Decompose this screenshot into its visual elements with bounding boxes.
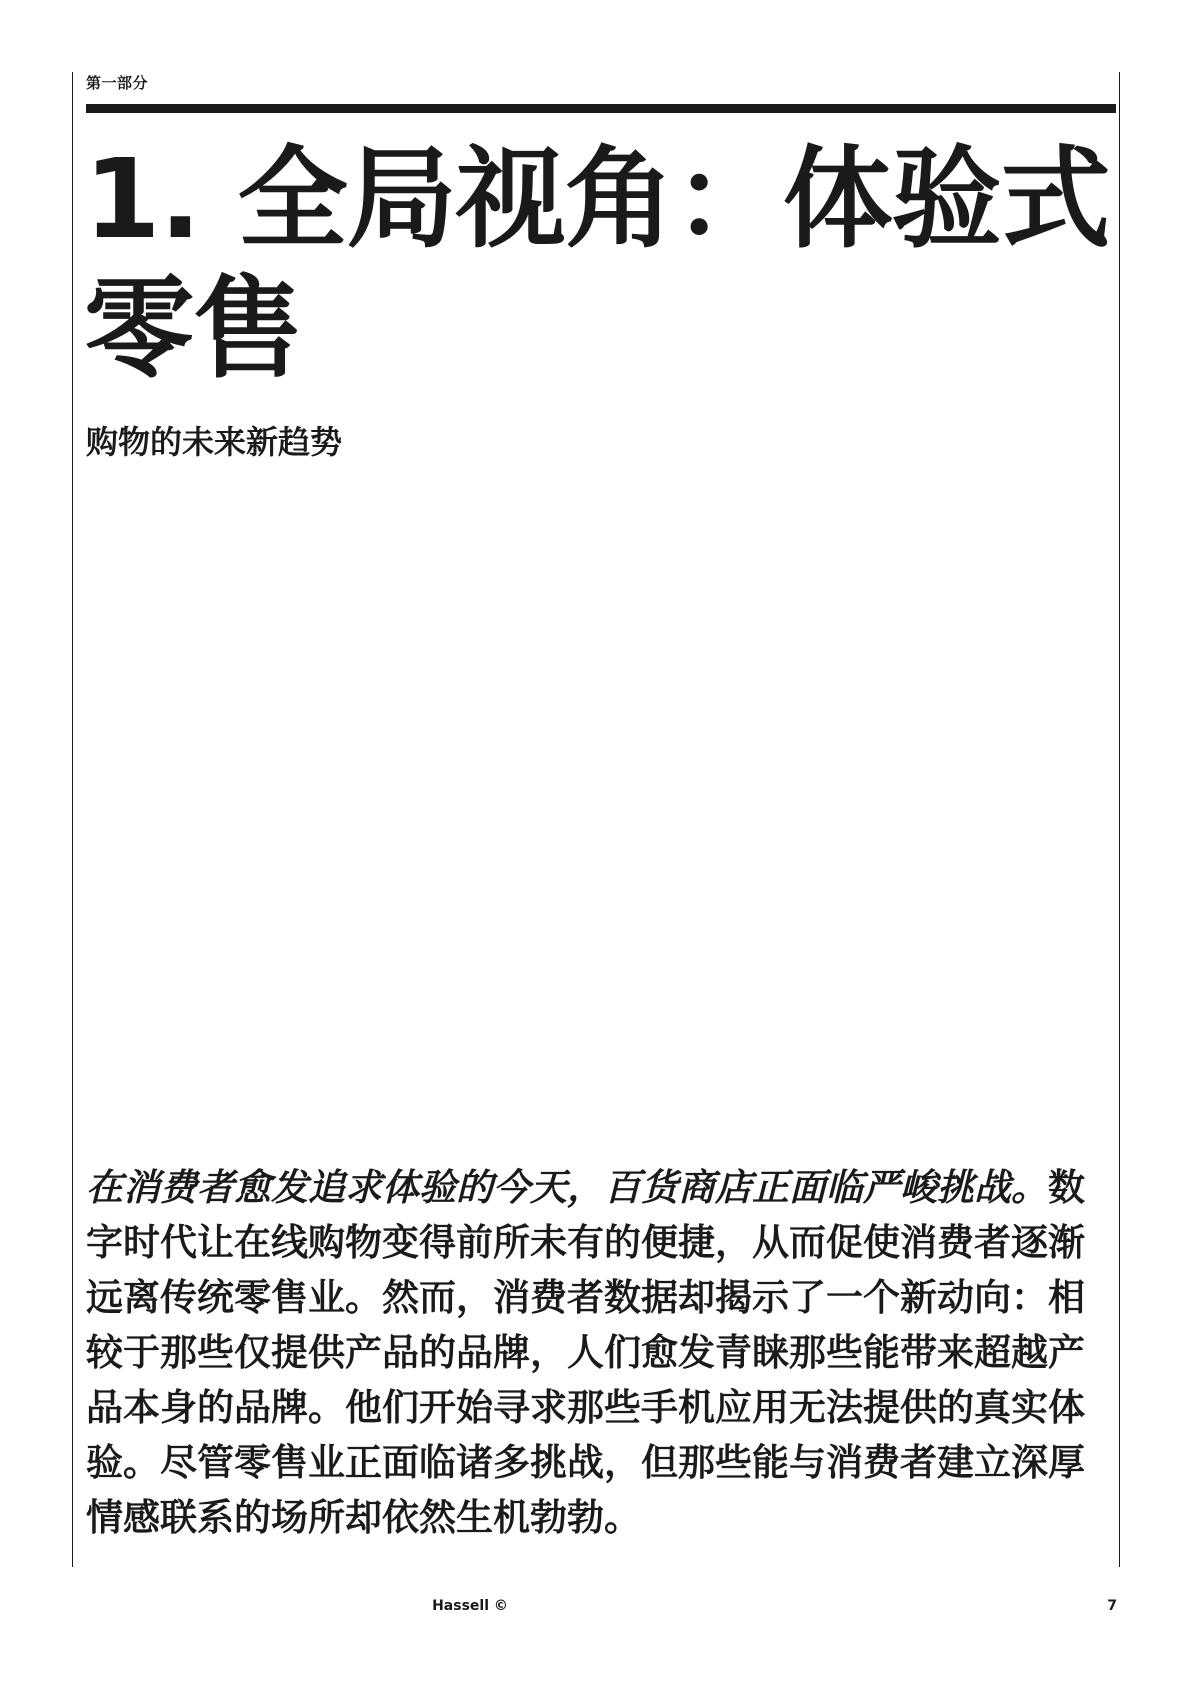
page-subtitle: 购物的未来新趋势 <box>86 423 343 461</box>
section-label: 第一部分 <box>86 74 149 92</box>
right-margin-rule <box>1119 72 1120 1567</box>
page-title <box>84 134 1114 394</box>
body-lead-sentence: 在消费者愈发追求体验的今天，百货商店正面临严峻挑战。 <box>86 1166 1048 1209</box>
footer-brand: Hassell © <box>432 1598 508 1614</box>
body-text: 数字时代让在线购物变得前所未有的便捷，从而促使消费者逐渐远离传统零售业。然而，消费者数据却揭示了一个新动向：相较于那些仅提供产品的品牌，人们愈发青睐那些能带来超越产品本身的品牌。他们开始寻求那些手机应用无法提供的真实体验。尽管零售业正面临诸多挑战，但那些能与消费者建立深厚情感联系的场所却依然生机勃勃。 <box>86 1166 1085 1539</box>
page-number: 7 <box>1107 1598 1117 1614</box>
page-title-line-1: 1. 全局视角：体验式 <box>84 135 1110 263</box>
page-title-line-2: 零售 <box>84 265 302 393</box>
body-paragraph <box>86 1160 1086 1545</box>
header-divider-bar <box>86 104 1116 113</box>
left-margin-rule <box>72 72 73 1567</box>
